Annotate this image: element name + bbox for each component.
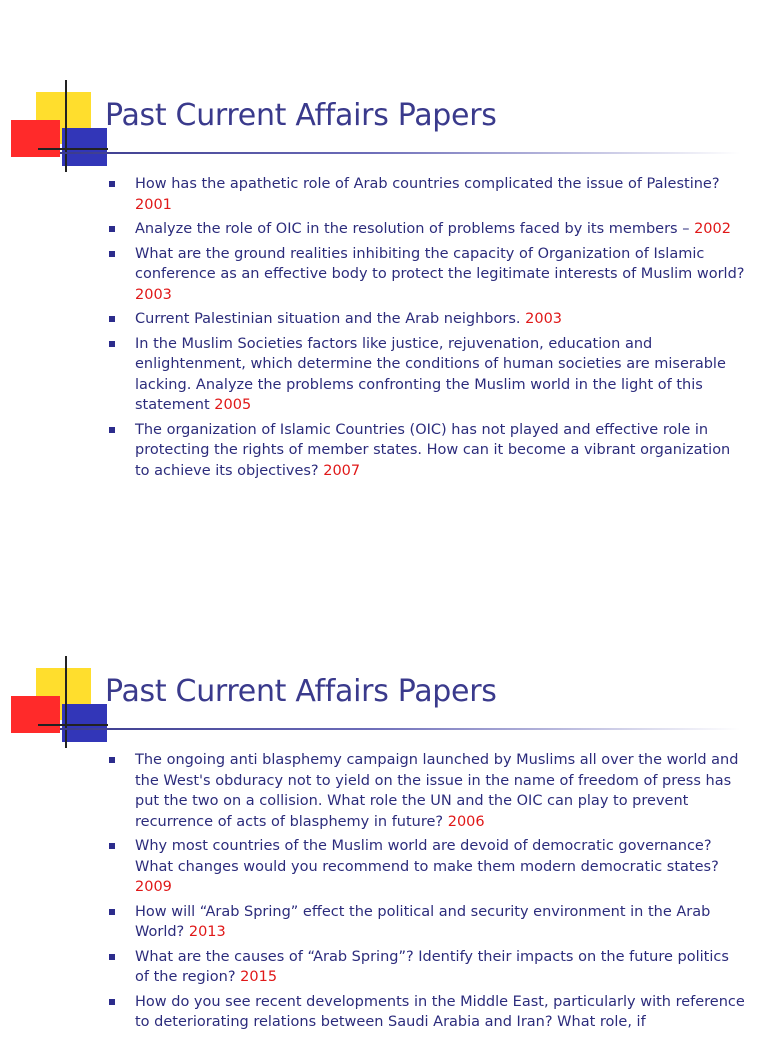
exam-year: 2007 xyxy=(323,462,361,479)
exam-year: 2013 xyxy=(188,924,226,940)
question-text: Current Palestinian situation and the Arab neighbors. xyxy=(135,311,521,327)
bullet-icon xyxy=(109,251,115,257)
question-text: The organization of Islamic Countries (OIC) has not played and effective role in protecting the rights of member states. How can it become a vibrant organization to achieve its objectives? xyxy=(135,421,731,479)
exam-year: 2015 xyxy=(240,969,278,985)
slide-logo-decoration xyxy=(0,0,120,100)
list-item xyxy=(105,750,745,832)
exam-year: 2002 xyxy=(694,221,731,237)
exam-year: 2001 xyxy=(135,196,172,213)
list-item xyxy=(105,174,745,215)
list-item xyxy=(105,420,745,482)
bullet-icon xyxy=(109,181,115,187)
exam-year: 2005 xyxy=(214,397,252,413)
bullet-icon xyxy=(109,226,115,232)
slide-title: Past Current Affairs Papers xyxy=(105,98,497,133)
list-item xyxy=(105,992,745,1033)
list-item xyxy=(105,947,745,988)
list-item xyxy=(105,244,745,306)
list-item xyxy=(105,334,745,416)
bullet-icon xyxy=(109,316,115,322)
list-item xyxy=(105,309,745,330)
question-text: How has the apathetic role of Arab countries complicated the issue of Palestine? xyxy=(135,176,720,192)
bullet-icon xyxy=(109,757,115,763)
title-underline xyxy=(60,728,740,730)
question-text: Why most countries of the Muslim world are devoid of democratic governance? What changes would you recommend to make them modern democratic states? xyxy=(135,838,719,875)
bullet-icon xyxy=(109,999,115,1005)
slide-2 xyxy=(0,576,768,1030)
exam-year: 2006 xyxy=(447,813,485,830)
list-item xyxy=(105,902,745,943)
exam-year: 2009 xyxy=(135,879,172,895)
question-text: How will “Arab Spring” effect the political and security environment in the Arab World? xyxy=(135,903,711,940)
bullet-icon xyxy=(109,341,115,347)
bullet-icon xyxy=(109,954,115,960)
slide-title: Past Current Affairs Papers xyxy=(105,674,497,709)
question-text: In the Muslim Societies factors like justice, rejuvenation, education and enlightenment, which determine the conditions of human societies are miserable lacking. Analyze the problems confronting the Muslim world in the light of this statement xyxy=(135,335,726,413)
title-underline xyxy=(60,152,740,154)
slide-logo-decoration xyxy=(0,576,120,676)
list-item xyxy=(105,219,745,240)
bullet-icon xyxy=(109,909,115,915)
question-text: Analyze the role of OIC in the resolution of problems faced by its members – xyxy=(135,221,690,237)
question-text: The ongoing anti blasphemy campaign launched by Muslims all over the world and the West's obduracy not to yield on the issue in the name of freedom of press has put the two on a collision. What role the UN and the OIC can play to prevent recurrence of acts of blasphemy in future? xyxy=(135,752,739,830)
bullet-icon xyxy=(109,427,115,433)
exam-year: 2003 xyxy=(135,286,172,303)
question-list xyxy=(105,750,745,1037)
question-text: What are the ground realities inhibiting the capacity of Organization of Islamic conference as an effective body to protect the legitimate interests of Muslim world? xyxy=(135,245,745,282)
exam-year: 2003 xyxy=(525,311,563,327)
question-text: How do you see recent developments in the Middle East, particularly with reference to deteriorating relations between Saudi Arabia and Iran? What role, if xyxy=(135,993,745,1030)
question-list xyxy=(105,174,745,485)
list-item xyxy=(105,836,745,898)
bullet-icon xyxy=(109,843,115,849)
question-text: What are the causes of “Arab Spring”? Identify their impacts on the future politics of the region? xyxy=(135,948,729,985)
